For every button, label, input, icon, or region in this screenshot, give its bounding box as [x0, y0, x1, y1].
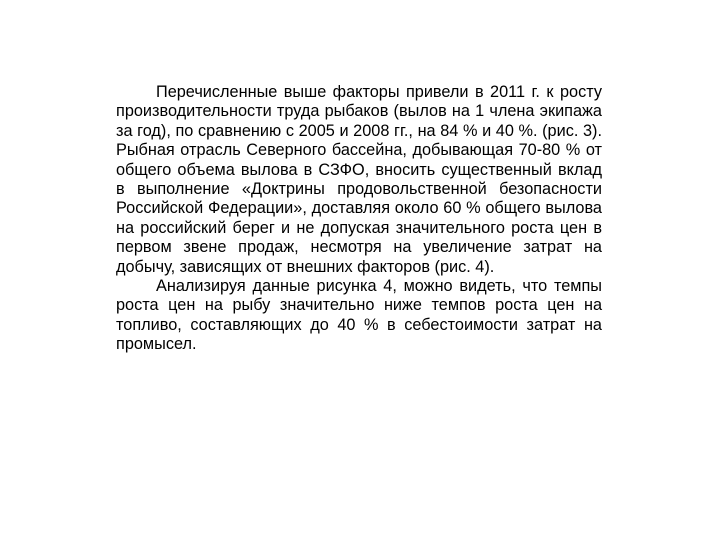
paragraph-productivity-factors: Перечисленные выше факторы привели в 2011 г. к росту производительности труда рыбаков (вылов на 1 члена экипажа за год), по сравнению с 2005 и 2008 гг., на 84 % и 40 %. (рис. 3). Рыбная отрасль Северного бассейна, добывающая 70-80 % от общего объема вылова в СЗФО, вносить существенный вклад в выполнение «Доктрины продовольственной безопасности Российской Федерации», доставляя около 60 % общего вылова на российский берег и не допуская значительного роста цен в первом звене продаж, несмотря на увеличение затрат на добычу, зависящих от внешних факторов (рис. 4).	[116, 83, 602, 276]
document-text-block	[116, 83, 602, 355]
paragraph-price-analysis: Анализируя данные рисунка 4, можно видеть, что темпы роста цен на рыбу значительно ниже темпов роста цен на топливо, составляющих до 40 % в себестоимости затрат на промысел.	[116, 277, 602, 354]
